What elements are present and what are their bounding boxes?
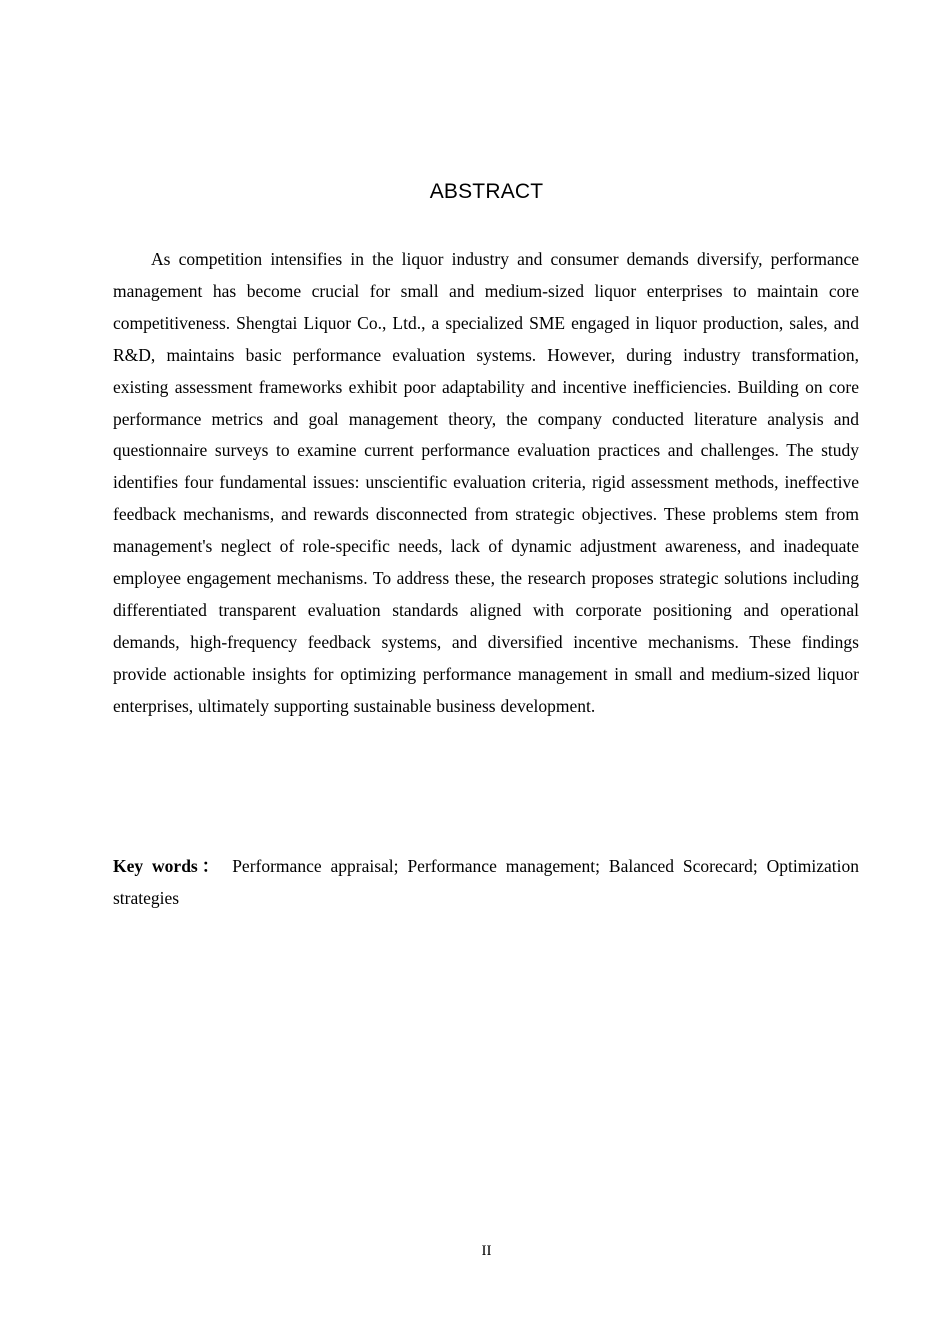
- page-number: II: [481, 1243, 492, 1259]
- keywords-list: Performance appraisal; Performance management; Balanced Scorecard; Optimization strategies: [113, 856, 859, 908]
- keywords-paragraph: [113, 851, 859, 915]
- abstract-paragraph: As competition intensifies in the liquor industry and consumer demands diversify, performance management has become crucial for small and medium-sized liquor enterprises to maintain core competitiveness. Shengtai Liquor Co., Ltd., a specialized SME engaged in liquor production, sales, and R&D, maintains basic performance evaluation systems. However, during industry transformation, existing assessment frameworks exhibit poor adaptability and incentive inefficiencies. Building on core performance metrics and goal management theory, the company conducted literature analysis and questionnaire surveys to examine current performance evaluation practices and challenges. The study identifies four fundamental issues: unscientific evaluation criteria, rigid assessment methods, ineffective feedback mechanisms, and rewards disconnected from strategic objectives. These problems stem from management's neglect of role-specific needs, lack of dynamic adjustment awareness, and inadequate employee engagement mechanisms. To address these, the research proposes strategic solutions including differentiated transparent evaluation standards aligned with corporate positioning and operational demands, high-frequency feedback systems, and diversified incentive mechanisms. These findings provide actionable insights for optimizing performance management in small and medium-sized liquor enterprises, ultimately supporting sustainable business development.: [113, 249, 859, 716]
- keywords-label: Key words：: [113, 856, 224, 876]
- page-title: ABSTRACT: [429, 180, 544, 203]
